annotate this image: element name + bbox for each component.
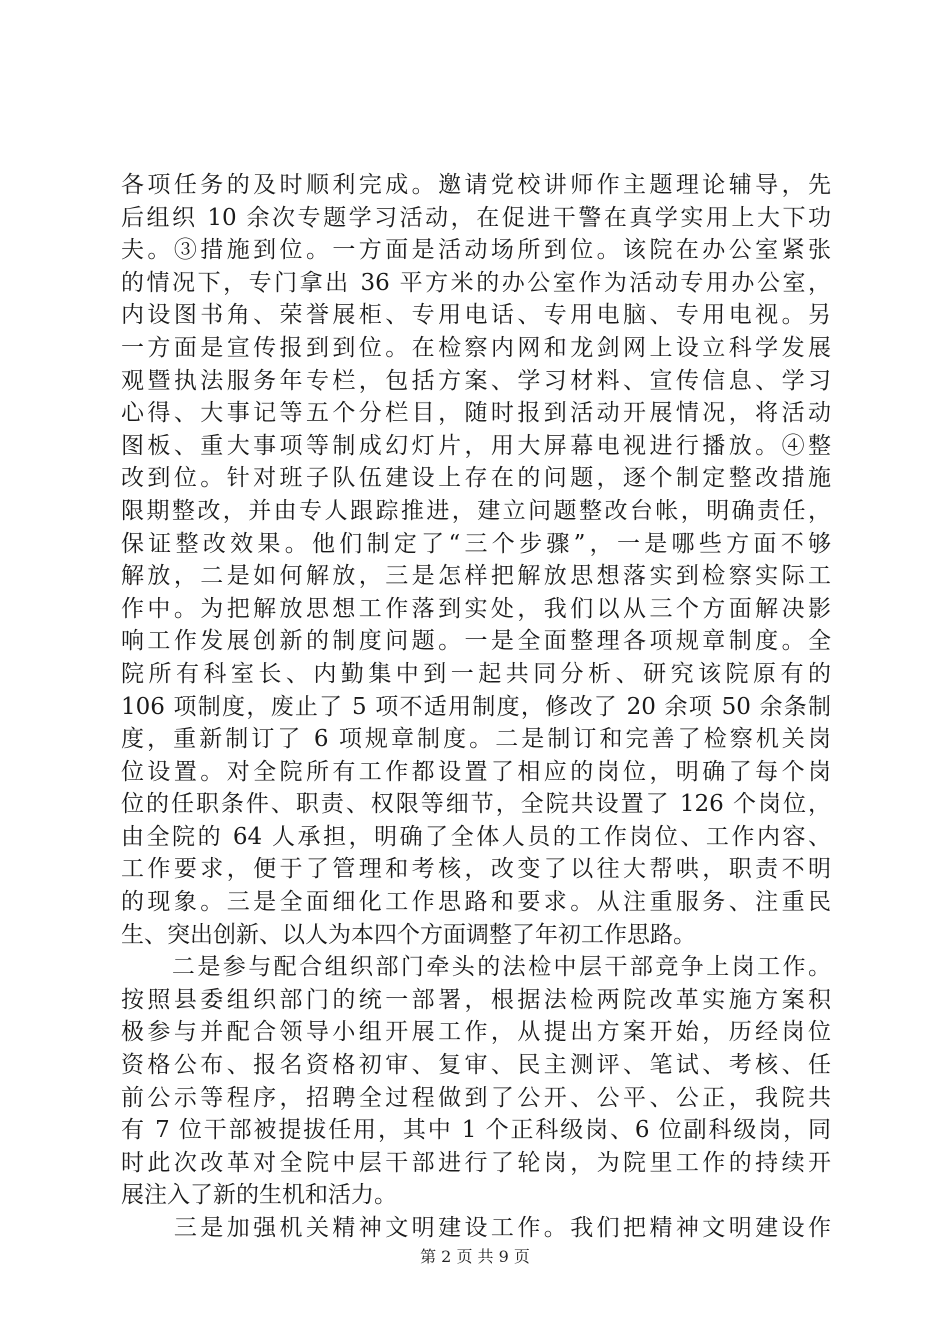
text-line: 夫。③措施到位。一方面是活动场所到位。该院在办公室紧张 <box>121 237 831 264</box>
text-line: 院所有科室长、内勤集中到一起共同分析、研究该院原有的 <box>121 660 831 687</box>
text-line: 位设置。对全院所有工作都设置了相应的岗位，明确了每个岗 <box>121 758 831 785</box>
text-line: 一方面是宣传报到到位。在检察内网和龙剑网上设立科学发展 <box>121 334 831 361</box>
text-line: 解放，二是如何解放，三是怎样把解放思想落实到检察实际工 <box>121 563 831 590</box>
text-line: 各项任务的及时顺利完成。邀请党校讲师作主题理论辅导，先 <box>121 172 831 198</box>
text-line: 有 7 位干部被提拔任用，其中 1 个正科级岗、6 位副科级岗，同 <box>121 1117 831 1144</box>
text-line: 改到位。针对班子队伍建设上存在的问题，逐个制定整改措施 <box>121 465 831 492</box>
text-line: 保证整改效果。他们制定了“三个步骤”，一是哪些方面不够 <box>121 530 831 557</box>
text-line: 资格公布、报名资格初审、复审、民主测评、笔试、考核、任 <box>121 1052 831 1079</box>
text-line: 工作要求，便于了管理和考核，改变了以往大帮哄，职责不明 <box>121 856 831 883</box>
page-footer: 第 2 页 共 9 页 <box>420 1247 530 1266</box>
text-line: 度，重新制订了 6 项规章制度。二是制订和完善了检察机关岗 <box>121 726 831 753</box>
text-line: 生、突出创新、以人为本四个方面调整了年初工作思路。 <box>121 921 696 948</box>
text-line: 的情况下，专门拿出 36 平方米的办公室作为活动专用办公室， <box>121 269 831 296</box>
body-text <box>121 169 831 1245</box>
text-line: 后组织 10 余次专题学习活动，在促进干警在真学实用上大下功 <box>121 204 831 231</box>
text-line: 极参与并配合领导小组开展工作，从提出方案开始，历经岗位 <box>121 1019 831 1046</box>
text-line: 三是加强机关精神文明建设工作。我们把精神文明建设作 <box>121 1215 831 1241</box>
text-line: 内设图书角、荣誉展柜、专用电话、专用电脑、专用电视。另 <box>121 302 831 329</box>
text-line: 的现象。三是全面细化工作思路和要求。从注重服务、注重民 <box>121 889 831 916</box>
text-line: 展注入了新的生机和活力。 <box>121 1182 397 1209</box>
text-line: 作中。为把解放思想工作落到实处，我们以从三个方面解决影 <box>121 595 831 622</box>
text-line: 限期整改，并由专人跟踪推进，建立问题整改台帐，明确责任， <box>121 497 831 524</box>
text-line: 前公示等程序，招聘全过程做到了公开、公平、公正，我院共 <box>121 1084 831 1111</box>
text-line: 二是参与配合组织部门牵头的法检中层干部竞争上岗工作。 <box>121 954 831 981</box>
text-line: 按照县委组织部门的统一部署，根据法检两院改革实施方案积 <box>121 986 831 1013</box>
text-line: 时此次改革对全院中层干部进行了轮岗，为院里工作的持续开 <box>121 1149 831 1176</box>
text-line: 观暨执法服务年专栏，包括方案、学习材料、宣传信息、学习 <box>121 367 831 394</box>
text-line: 106 项制度，废止了 5 项不适用制度，修改了 20 余项 50 余条制 <box>121 693 831 720</box>
text-line: 由全院的 64 人承担，明确了全体人员的工作岗位、工作内容、 <box>121 823 831 850</box>
text-line: 图板、重大事项等制成幻灯片，用大屏幕电视进行播放。④整 <box>121 432 831 459</box>
text-line: 位的任职条件、职责、权限等细节，全院共设置了 126 个岗位， <box>121 791 831 818</box>
text-line: 响工作发展创新的制度问题。一是全面整理各项规章制度。全 <box>121 628 831 655</box>
text-line: 心得、大事记等五个分栏目，随时报到活动开展情况，将活动 <box>121 400 831 427</box>
